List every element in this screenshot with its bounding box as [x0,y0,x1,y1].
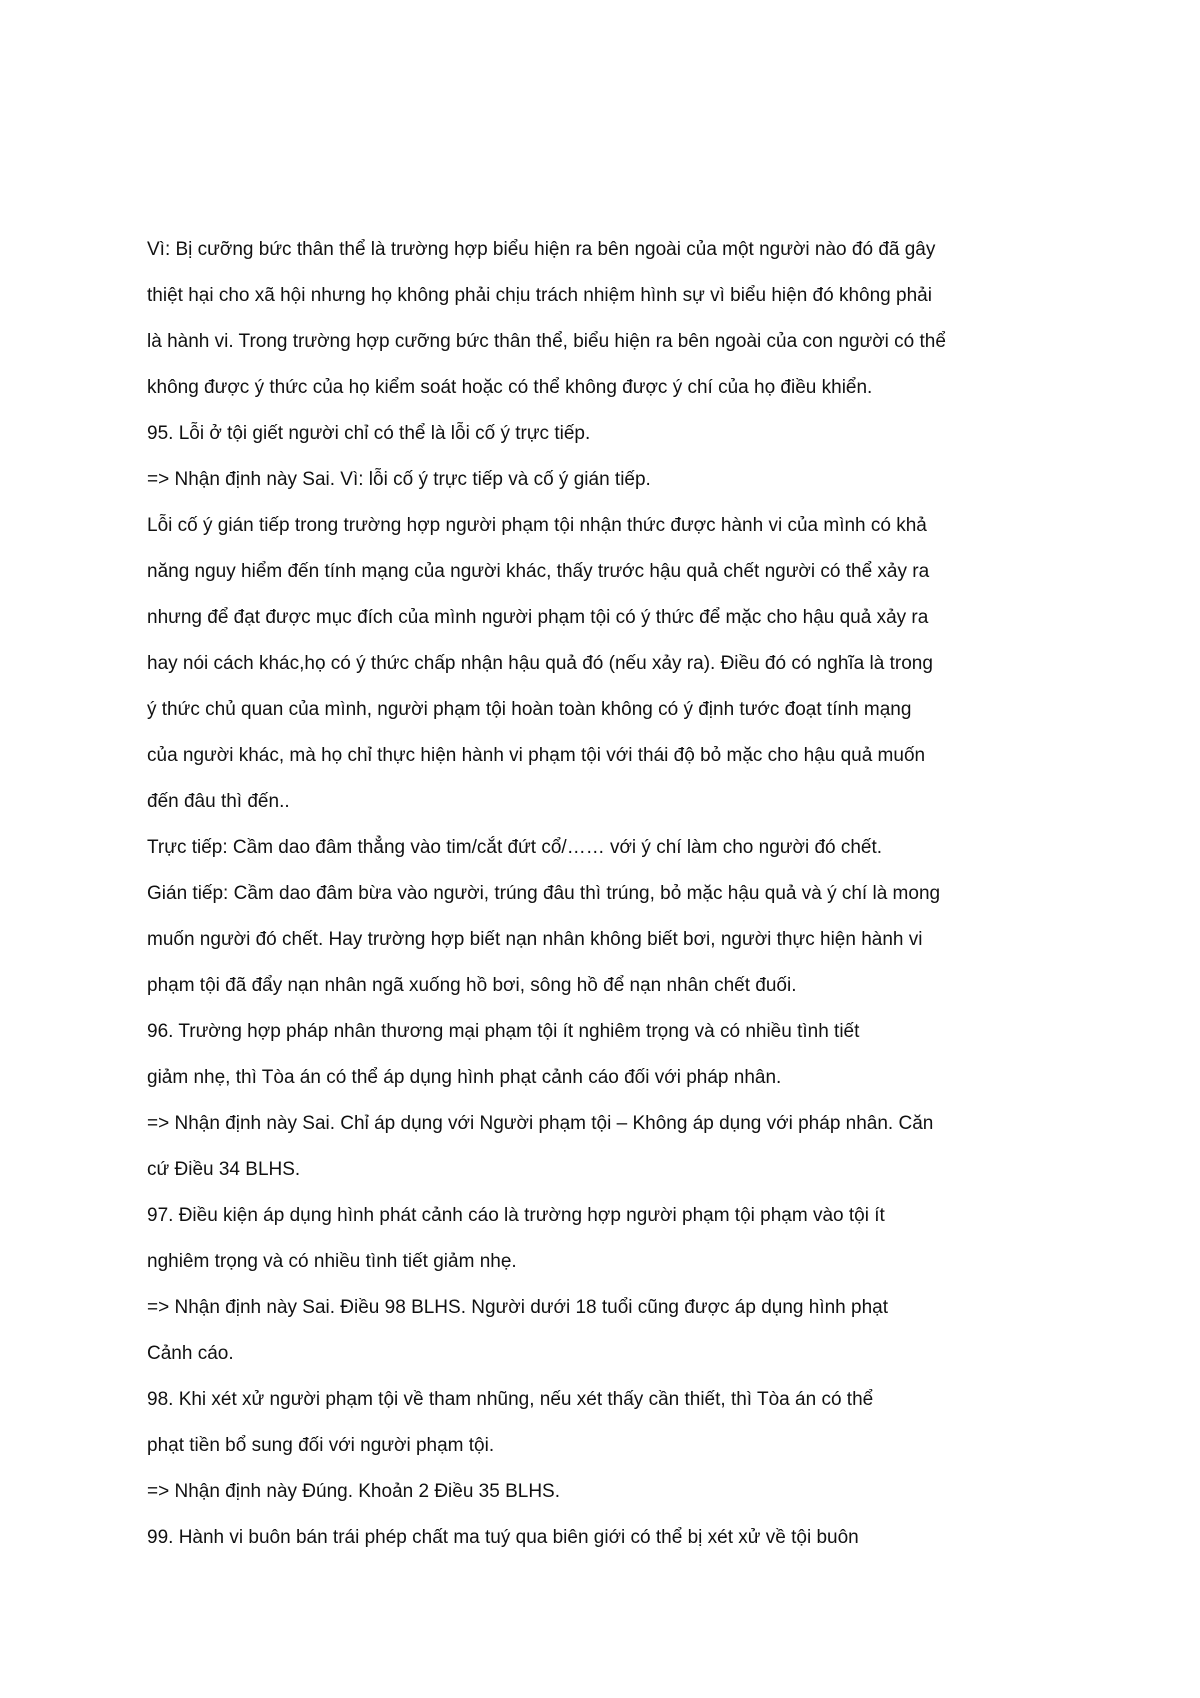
paragraph-line: phạt tiền bổ sung đối với người phạm tội. [147,1435,495,1456]
question-95: 95. Lỗi ở tội giết người chỉ có thể là lỗi cố ý trực tiếp. [147,423,591,444]
paragraph-line: Lỗi cố ý gián tiếp trong trường hợp người phạm tội nhận thức được hành vi của mình có khả [147,515,927,536]
paragraph-line: là hành vi. Trong trường hợp cưỡng bức thân thể, biểu hiện ra bên ngoài của con người có thể [147,331,946,352]
document-body [147,236,1047,1570]
example-indirect: Gián tiếp: Cầm dao đâm bừa vào người, trúng đâu thì trúng, bỏ mặc hậu quả và ý chí là mong [147,883,941,904]
answer-98: => Nhận định này Đúng. Khoản 2 Điều 35 BLHS. [147,1481,561,1502]
paragraph-line: Cảnh cáo. [147,1343,234,1364]
question-98: 98. Khi xét xử người phạm tội về tham nhũng, nếu xét thấy cần thiết, thì Tòa án có thể [147,1389,874,1410]
paragraph-line: ý thức chủ quan của mình, người phạm tội hoàn toàn không có ý định tước đoạt tính mạng [147,699,912,720]
paragraph-line: năng nguy hiểm đến tính mạng của người khác, thấy trước hậu quả chết người có thể xảy ra [147,561,930,582]
question-99: 99. Hành vi buôn bán trái phép chất ma tuý qua biên giới có thể bị xét xử về tội buôn [147,1527,859,1548]
question-96: 96. Trường hợp pháp nhân thương mại phạm tội ít nghiêm trọng và có nhiều tình tiết [147,1021,860,1042]
paragraph-line: thiệt hại cho xã hội nhưng họ không phải chịu trách nhiệm hình sự vì biểu hiện đó không phải [147,285,932,306]
paragraph-line: nghiêm trọng và có nhiều tình tiết giảm nhẹ. [147,1251,517,1272]
example-direct: Trực tiếp: Cầm dao đâm thẳng vào tim/cắt đứt cổ/…… với ý chí làm cho người đó chết. [147,837,883,858]
paragraph-line: đến đâu thì đến.. [147,791,290,812]
paragraph-line: cứ Điều 34 BLHS. [147,1159,301,1180]
question-97: 97. Điều kiện áp dụng hình phát cảnh cáo là trường hợp người phạm tội phạm vào tội ít [147,1205,885,1226]
paragraph-line: không được ý thức của họ kiểm soát hoặc có thể không được ý chí của họ điều khiển. [147,377,873,398]
paragraph-line: phạm tội đã đẩy nạn nhân ngã xuống hồ bơi, sông hồ để nạn nhân chết đuối. [147,975,797,996]
paragraph-line: của người khác, mà họ chỉ thực hiện hành vi phạm tội với thái độ bỏ mặc cho hậu quả muốn [147,745,926,766]
answer-95: => Nhận định này Sai. Vì: lỗi cố ý trực tiếp và cố ý gián tiếp. [147,469,651,490]
paragraph-line: hay nói cách khác,họ có ý thức chấp nhận hậu quả đó (nếu xảy ra). Điều đó có nghĩa là trong [147,653,933,674]
paragraph-line: muốn người đó chết. Hay trường hợp biết nạn nhân không biết bơi, người thực hiện hành vi [147,929,923,950]
answer-96: => Nhận định này Sai. Chỉ áp dụng với Người phạm tội – Không áp dụng với pháp nhân. Căn [147,1113,934,1134]
paragraph-line: Vì: Bị cưỡng bức thân thể là trường hợp biểu hiện ra bên ngoài của một người nào đó đã gây [147,239,936,260]
paragraph-line: giảm nhẹ, thì Tòa án có thể áp dụng hình phạt cảnh cáo đối với pháp nhân. [147,1067,782,1088]
answer-97: => Nhận định này Sai. Điều 98 BLHS. Người dưới 18 tuổi cũng được áp dụng hình phạt [147,1297,888,1318]
paragraph-line: nhưng để đạt được mục đích của mình người phạm tội có ý thức để mặc cho hậu quả xảy ra [147,607,929,628]
